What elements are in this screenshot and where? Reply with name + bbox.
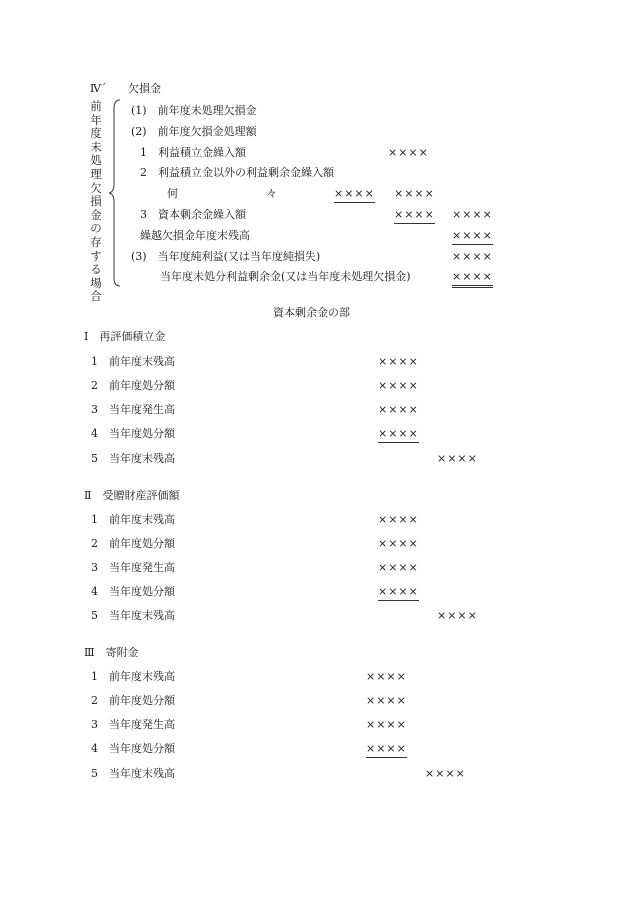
amount: ×××× [452,229,493,245]
amount: ×××× [378,585,419,601]
amount: ×××× [394,187,435,200]
section-heading: Ⅲ 寄附金 [84,646,139,659]
amount: ×××× [425,767,466,780]
section-heading: Ⅰ 再評価積立金 [84,330,166,343]
deficit-item-2-3: 3 資本剰余金繰入額 [140,208,246,221]
amount: ×××× [378,355,419,368]
left-brace-icon [108,98,122,288]
section-row: 5 当年度末残高 [91,767,175,780]
capital-title: 資本剰余金の部 [273,306,350,319]
section-row: 4 当年度処分額 [91,427,175,440]
section-row: 2 前年度処分額 [91,537,175,550]
deficit-item-3: (3) 当年度純利益(又は当年度純損失) [131,250,321,263]
amount: ×××× [378,561,419,574]
amount: ×××× [452,270,493,288]
deficit-item-1: (1) 前年度未処理欠損金 [131,104,257,117]
amount: ×××× [366,718,407,731]
deficit-item-2-2a: 何 々 [167,187,277,200]
section-heading: Ⅱ 受贈財産評価額 [84,489,180,502]
section-row: 5 当年度末残高 [91,609,175,622]
deficit-heading-number: Ⅳ´ [90,82,107,95]
amount: ×××× [388,146,429,159]
section-row: 3 当年度発生高 [91,403,175,416]
section-row: 5 当年度末残高 [91,452,175,465]
deficit-heading: 欠損金 [128,82,161,95]
section-row: 3 当年度発生高 [91,561,175,574]
section-row: 1 前年度末残高 [91,670,175,683]
deficit-final: 当年度未処分利益剰余金(又は当年度未処理欠損金) [160,270,411,283]
amount: ×××× [378,379,419,392]
section-row: 1 前年度末残高 [91,355,175,368]
amount: ×××× [378,427,419,443]
deficit-item-2: (2) 前年度欠損金処理額 [131,125,257,138]
amount: ×××× [452,250,493,263]
section-row: 2 前年度処分額 [91,379,175,392]
section-row: 4 当年度処分額 [91,742,175,755]
amount: ×××× [437,452,478,465]
section-row: 2 前年度処分額 [91,694,175,707]
deficit-item-2-1: 1 利益積立金繰入額 [140,146,246,159]
vertical-label: 前年度未処理欠損金の存する場合 [90,99,102,304]
amount: ×××× [378,513,419,526]
amount: ×××× [394,208,435,224]
amount: ×××× [366,670,407,683]
section-row: 1 前年度末残高 [91,513,175,526]
amount: ×××× [378,537,419,550]
amount: ×××× [437,609,478,622]
section-row: 3 当年度発生高 [91,718,175,731]
section-row: 4 当年度処分額 [91,585,175,598]
deficit-carry: 繰越欠損金年度末残高 [140,229,250,242]
amount: ×××× [452,208,493,221]
amount: ×××× [378,403,419,416]
amount: ×××× [366,694,407,707]
amount: ×××× [334,187,375,203]
deficit-item-2-2: 2 利益積立金以外の利益剰余金繰入額 [140,166,334,179]
amount: ×××× [366,742,407,758]
